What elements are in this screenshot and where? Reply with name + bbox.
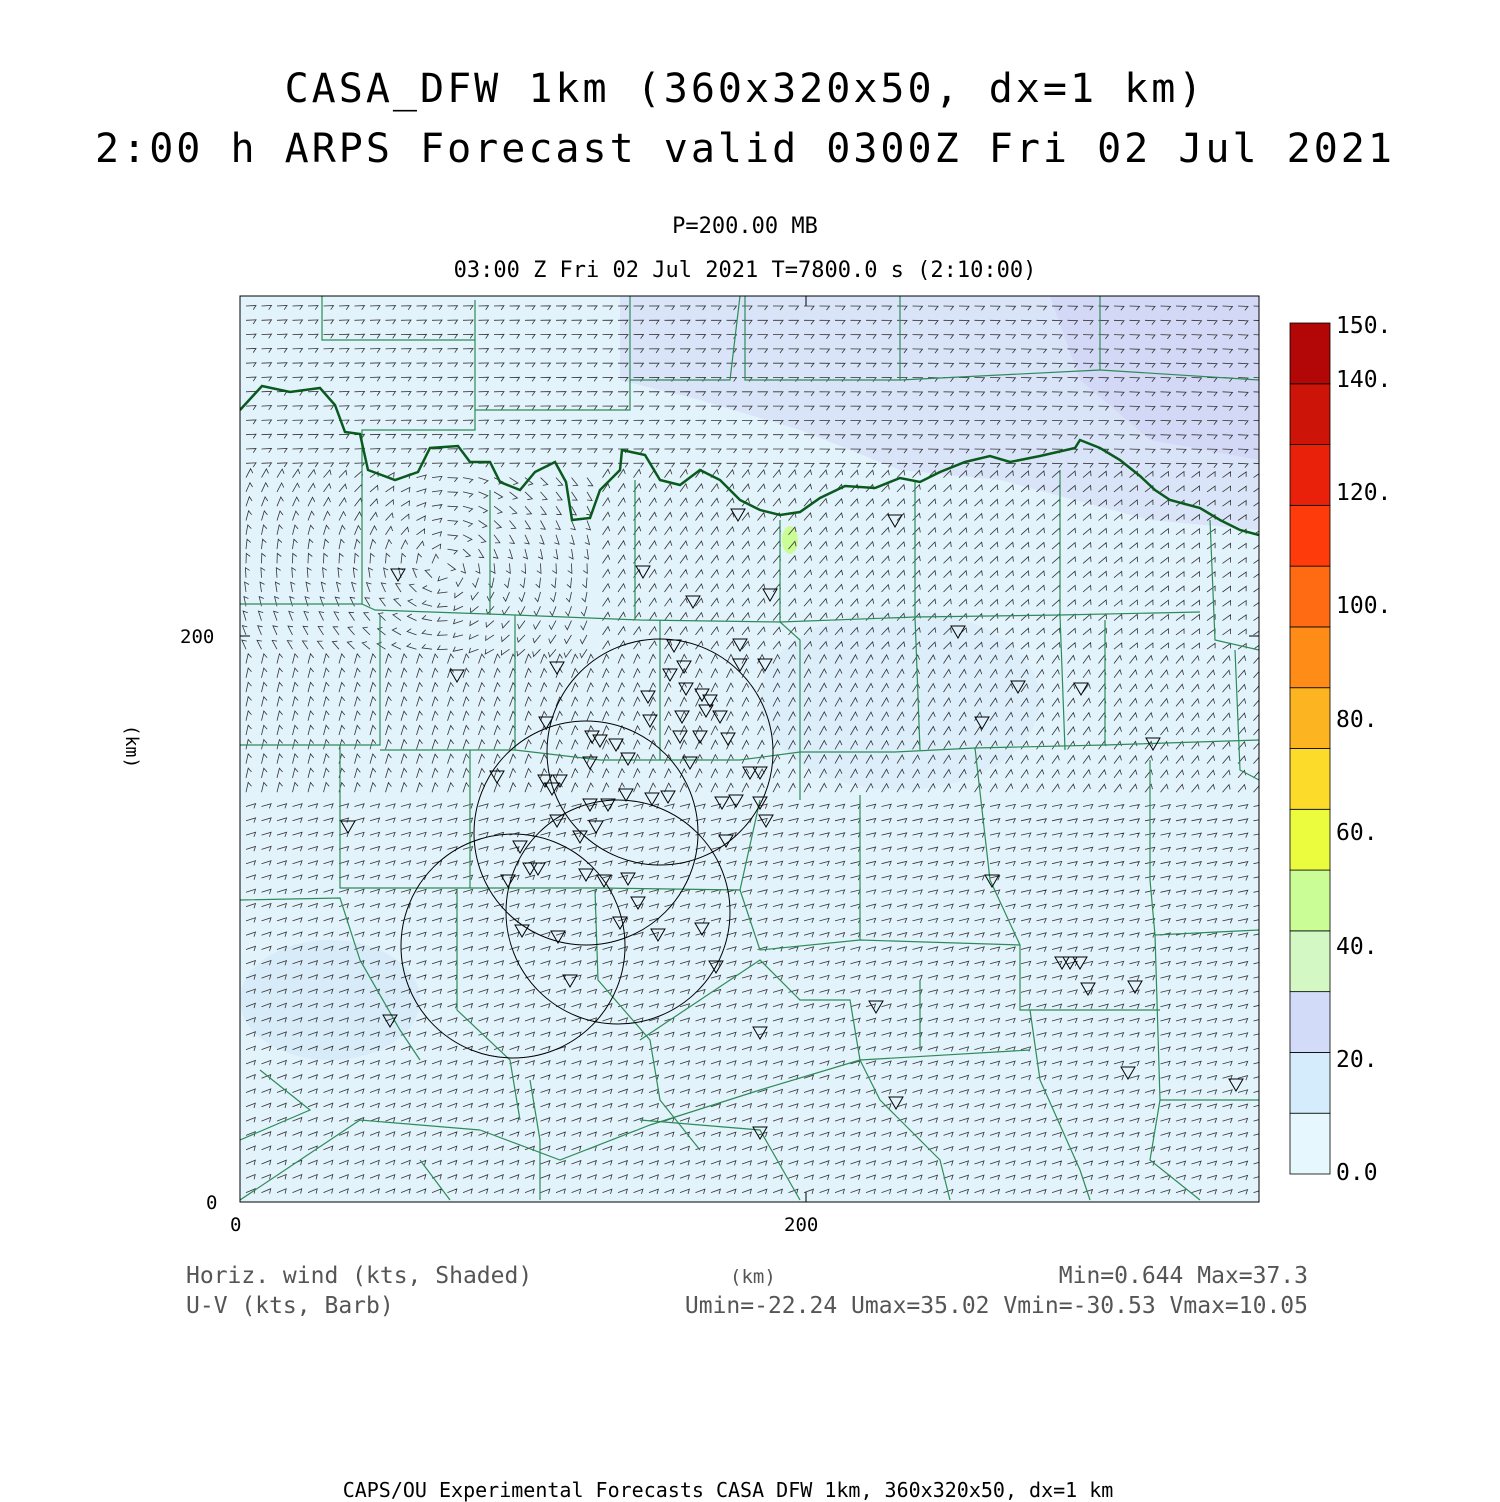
colorbar-band <box>1290 505 1330 566</box>
colorbar-band <box>1290 931 1330 992</box>
colorbar-label-150: 150. <box>1336 313 1392 339</box>
colorbar-label-40: 40. <box>1336 934 1378 960</box>
y-axis-label: (km) <box>121 724 143 769</box>
min-max-stats: Min=0.644 Max=37.3 <box>1058 1263 1308 1289</box>
colorbar-label-0: 0.0 <box>1336 1160 1378 1186</box>
colorbar-label-120: 120. <box>1336 480 1392 506</box>
colorbar-band <box>1290 1052 1330 1113</box>
title-line2: 2:00 h ARPS Forecast valid 0300Z Fri 02 Jul 2021 <box>95 126 1395 172</box>
x-tick-200: 200 <box>784 1214 819 1236</box>
colorbar-band <box>1290 566 1330 627</box>
colorbar-band <box>1290 1113 1330 1174</box>
colorbar-label-20: 20. <box>1336 1047 1378 1073</box>
colorbar-band <box>1290 688 1330 749</box>
title-line1: CASA_DFW 1km (360x320x50, dx=1 km) <box>284 66 1206 112</box>
colorbar-label-80: 80. <box>1336 707 1378 733</box>
colorbar-label-140: 140. <box>1336 367 1392 393</box>
colorbar-band <box>1290 870 1330 931</box>
y-tick-200: 200 <box>180 626 215 648</box>
wind-shade-center <box>760 610 1040 790</box>
x-axis-label: (km) <box>730 1266 776 1288</box>
colorbar <box>1290 323 1330 1174</box>
wind-shade-sw <box>240 940 420 1060</box>
legend-shaded: Horiz. wind (kts, Shaded) <box>186 1263 533 1289</box>
y-tick-0: 0 <box>206 1192 218 1214</box>
footer-credit: CAPS/OU Experimental Forecasts CASA DFW 1km, 360x320x50, dx=1 km <box>342 1478 1114 1502</box>
colorbar-band <box>1290 749 1330 810</box>
colorbar-label-100: 100. <box>1336 593 1392 619</box>
colorbar-band <box>1290 323 1330 384</box>
pressure-level: P=200.00 MB <box>672 214 818 239</box>
valid-time: 03:00 Z Fri 02 Jul 2021 T=7800.0 s (2:10:00) <box>453 258 1037 283</box>
x-tick-0: 0 <box>230 1214 242 1236</box>
colorbar-band <box>1290 384 1330 445</box>
map-area <box>240 296 1264 1202</box>
colorbar-band <box>1290 445 1330 506</box>
legend-barb: U-V (kts, Barb) <box>186 1293 394 1319</box>
colorbar-band <box>1290 992 1330 1053</box>
colorbar-band <box>1290 809 1330 870</box>
uv-stats: Umin=-22.24 Umax=35.02 Vmin=-30.53 Vmax=10.05 <box>684 1293 1308 1319</box>
colorbar-band <box>1290 627 1330 688</box>
colorbar-label-60: 60. <box>1336 820 1378 846</box>
